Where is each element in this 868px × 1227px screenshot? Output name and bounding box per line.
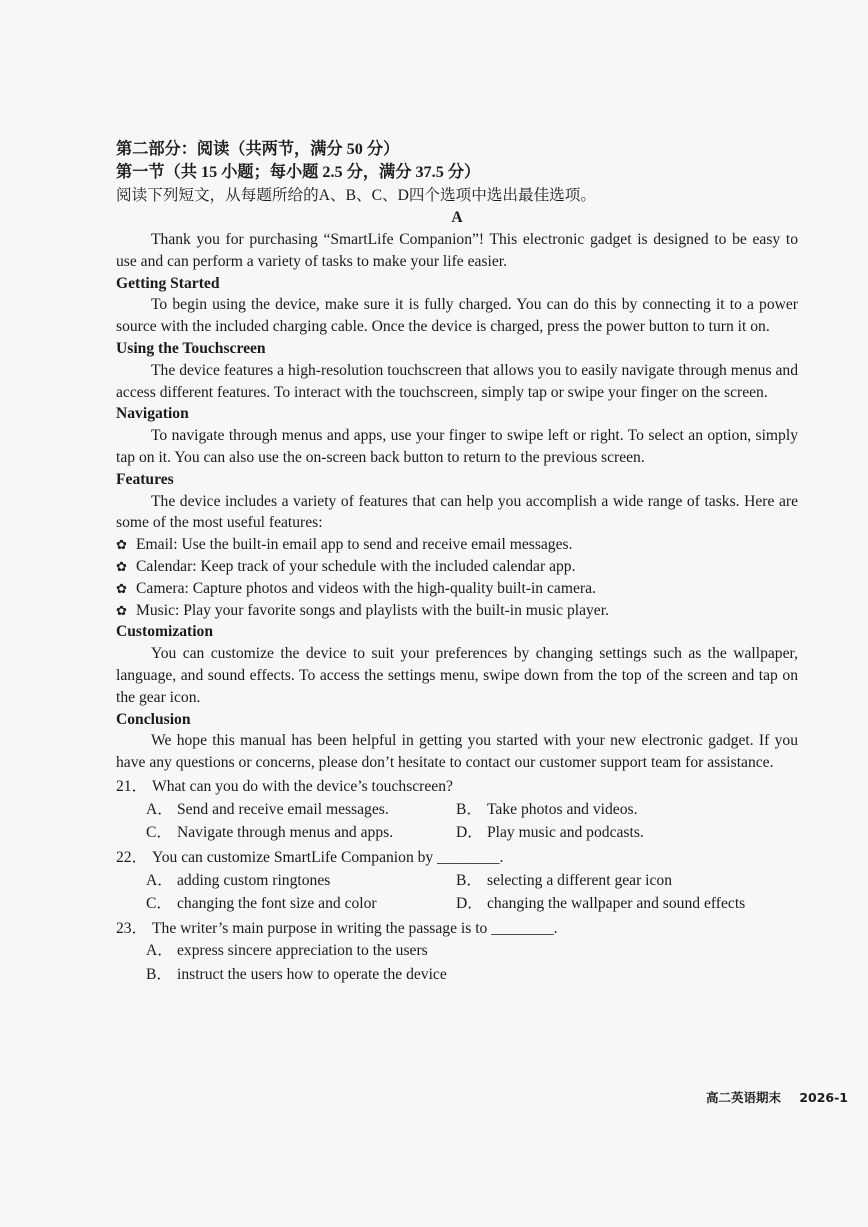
question-22 xyxy=(116,847,798,916)
page-footer xyxy=(692,1088,848,1106)
section-text: The device includes a variety of features that can help you accomplish a wide range of tasks. Here are some of the most useful features: xyxy=(116,492,798,532)
section-title: Using the Touchscreen xyxy=(116,339,266,357)
question-21 xyxy=(116,776,798,845)
footer-code: 2026-1 xyxy=(799,1090,848,1105)
section-text: To navigate through menus and apps, use your finger to swipe left or right. To select an option, simply tap on it. You can also use the on-screen back button to return to the previous screen. xyxy=(116,427,798,466)
option-b[interactable]: B． selecting a different gear icon xyxy=(456,871,673,889)
section-text: The device features a high-resolution touchscreen that allows you to easily navigate through menus and access different features. To interact with the touchscreen, simply tap or swipe your finger on the screen. xyxy=(116,361,798,401)
question-number: 21． xyxy=(116,777,148,795)
option-b[interactable]: B． instruct the users how to operate the device xyxy=(146,965,447,983)
option-c[interactable]: C． changing the font size and color xyxy=(146,895,377,913)
passage-label: A xyxy=(451,209,463,226)
list-item-text: Email: Use the built-in email app to send and receive email messages. xyxy=(136,536,573,554)
question-number: 22． xyxy=(116,848,148,866)
instruction-text: 阅读下列短文，从每题所给的A、B、C、D四个选项中选出最佳选项。 xyxy=(116,187,596,204)
option-b[interactable]: B． Take photos and videos. xyxy=(456,800,638,818)
section-title: Getting Started xyxy=(116,274,220,292)
option-c[interactable]: C． Navigate through menus and apps. xyxy=(146,824,394,842)
section-text: To begin using the device, make sure it is fully charged. You can do this by connecting it to a power source with the included charging cable. Once the device is charged, press the power button to turn it on. xyxy=(116,296,798,336)
list-item xyxy=(116,534,798,556)
option-a[interactable]: A． express sincere appreciation to the users xyxy=(146,942,428,960)
question-stem: The writer’s main purpose in writing the passage is to ________. xyxy=(152,919,558,937)
feature-list xyxy=(116,534,798,621)
list-item-text: Music: Play your favorite songs and playlists with the built-in music player. xyxy=(136,601,609,619)
section-text: You can customize the device to suit your preferences by changing settings such as the wallpaper, language, and sound effects. To access the settings menu, swipe down from the top of the screen and tap on the gear icon. xyxy=(116,645,798,706)
section-title: Customization xyxy=(116,623,214,641)
part-heading: 第二部分：阅读（共两节，满分 50 分） xyxy=(116,140,400,158)
question-number: 23． xyxy=(116,919,148,937)
passage-section-getting-started xyxy=(116,273,798,338)
option-a[interactable]: A． adding custom ringtones xyxy=(146,871,331,889)
list-item xyxy=(116,600,798,622)
gear-icon: ✿ xyxy=(116,580,127,596)
section-text: We hope this manual has been helpful in getting you started with your new electronic gadget. If you have any questions or concerns, please don’t hesitate to contact our customer support team for assistance. xyxy=(116,732,798,772)
section-heading: 第一节（共 15 小题；每小题 2.5 分，满分 37.5 分） xyxy=(116,163,481,181)
passage-section-features xyxy=(116,469,798,534)
list-item-text: Calendar: Keep track of your schedule with the included calendar app. xyxy=(136,557,576,575)
question-23 xyxy=(116,918,798,987)
question-stem: What can you do with the device’s touchscreen? xyxy=(152,777,453,795)
passage-section-conclusion xyxy=(116,709,798,774)
footer-label: 高二英语期末 xyxy=(705,1090,781,1105)
passage-intro: Thank you for purchasing “SmartLife Companion”! This electronic gadget is designed to be easy to use and can perform a variety of tasks to make your life easier. xyxy=(116,231,798,270)
gear-icon: ✿ xyxy=(116,537,127,553)
section-title: Features xyxy=(116,470,174,488)
option-d[interactable]: D． changing the wallpaper and sound effects xyxy=(456,895,746,913)
list-item xyxy=(116,578,798,600)
question-stem: You can customize SmartLife Companion by ________. xyxy=(152,848,504,866)
section-title: Conclusion xyxy=(116,710,191,728)
gear-icon: ✿ xyxy=(116,558,127,574)
passage-section-customization xyxy=(116,621,798,708)
gear-icon: ✿ xyxy=(116,602,127,618)
exam-page xyxy=(116,138,798,986)
option-a[interactable]: A． Send and receive email messages. xyxy=(146,800,389,818)
passage-section-navigation xyxy=(116,403,798,468)
option-d[interactable]: D． Play music and podcasts. xyxy=(456,824,644,842)
list-item-text: Camera: Capture photos and videos with the high-quality built-in camera. xyxy=(136,579,596,597)
passage-section-touchscreen xyxy=(116,338,798,403)
section-title: Navigation xyxy=(116,405,189,423)
list-item xyxy=(116,556,798,578)
